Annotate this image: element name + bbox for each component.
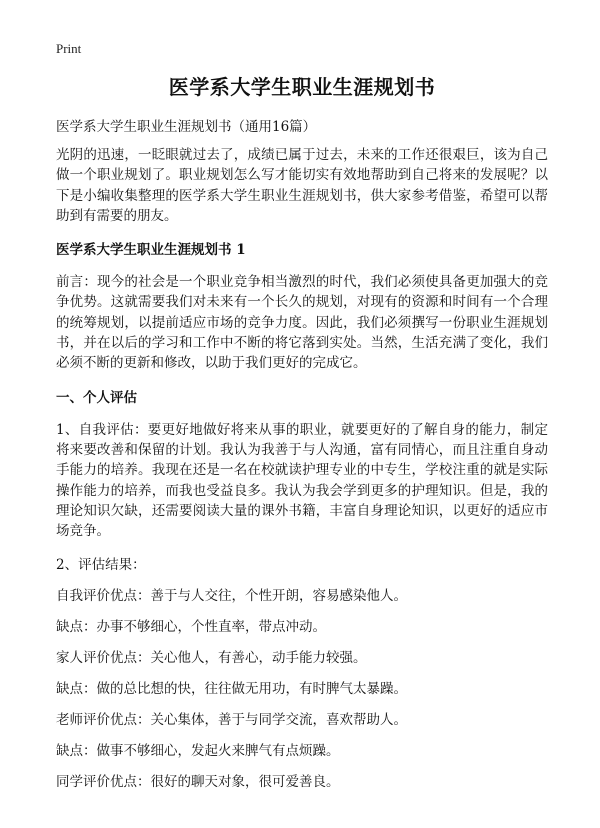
result-line: 缺点：办事不够细心，个性直率，带点冲动。 xyxy=(56,619,326,636)
preface-paragraph: 前言：现今的社会是一个职业竞争相当激烈的时代，我们必须使具备更加强大的竞争优势。这就需要我们对未来有一个长久的规划，对现有的资源和时间有一个合理的统筹规划，以提前适应市场的竞争力度。因此，我们必须撰写一份职业生涯规划书，并在以后的学习和工作中不断的将它落到实处。当然，生活充满了变化，我们必须不断的更新和修改，以助于我们更好的完成它。 xyxy=(56,274,548,372)
result-line: 缺点：做事不够细心，发起火来脾气有点烦躁。 xyxy=(56,743,340,760)
document-subtitle: 医学系大学生职业生涯规划书（通用16篇） xyxy=(56,119,317,135)
print-label: Print xyxy=(56,41,82,56)
self-evaluation-paragraph: 1、自我评估：要更好地做好将来从事的职业，就要更好的了解自身的能力，制定将来要改善和保留的计划。我认为我善于与人沟通，富有同情心，而且注重自身动手能力的培养。我现在还是一名在校就读护理专业的中专生，学校注重的就是实际操作能力的培养，而我也受益良多。我认为我会学到更多的护理知识。但是，我的理论知识欠缺，还需要阅读大量的课外书籍，丰富自身理论知识，以更好的适应市场竞争。 xyxy=(56,421,548,540)
part-heading: 一、个人评估 xyxy=(56,389,137,406)
evaluation-results-heading: 2、评估结果： xyxy=(56,557,146,574)
result-line: 自我评价优点：善于与人交往，个性开朗，容易感染他人。 xyxy=(56,588,407,605)
intro-paragraph: 光阴的迅速，一眨眼就过去了，成绩已属于过去，未来的工作还很艰巨，该为自己做一个职业规划了。职业规划怎么写才能切实有效地帮助到自己将来的发展呢？以下是小编收集整理的医学系大学生职业生涯规划书，供大家参考借鉴，希望可以帮助到有需要的朋友。 xyxy=(56,147,548,224)
result-line: 同学评价优点：很好的聊天对象，很可爱善良。 xyxy=(56,774,340,791)
document-title: 医学系大学生职业生涯规划书 xyxy=(168,75,436,99)
section-heading: 医学系大学生职业生涯规划书 1 xyxy=(56,242,246,259)
result-line: 缺点：做的总比想的快，往往做无用功，有时脾气太暴躁。 xyxy=(56,681,407,698)
result-line: 老师评价优点：关心集体，善于与同学交流，喜欢帮助人。 xyxy=(56,712,407,729)
result-line: 家人评价优点：关心他人，有善心，动手能力较强。 xyxy=(56,650,367,667)
